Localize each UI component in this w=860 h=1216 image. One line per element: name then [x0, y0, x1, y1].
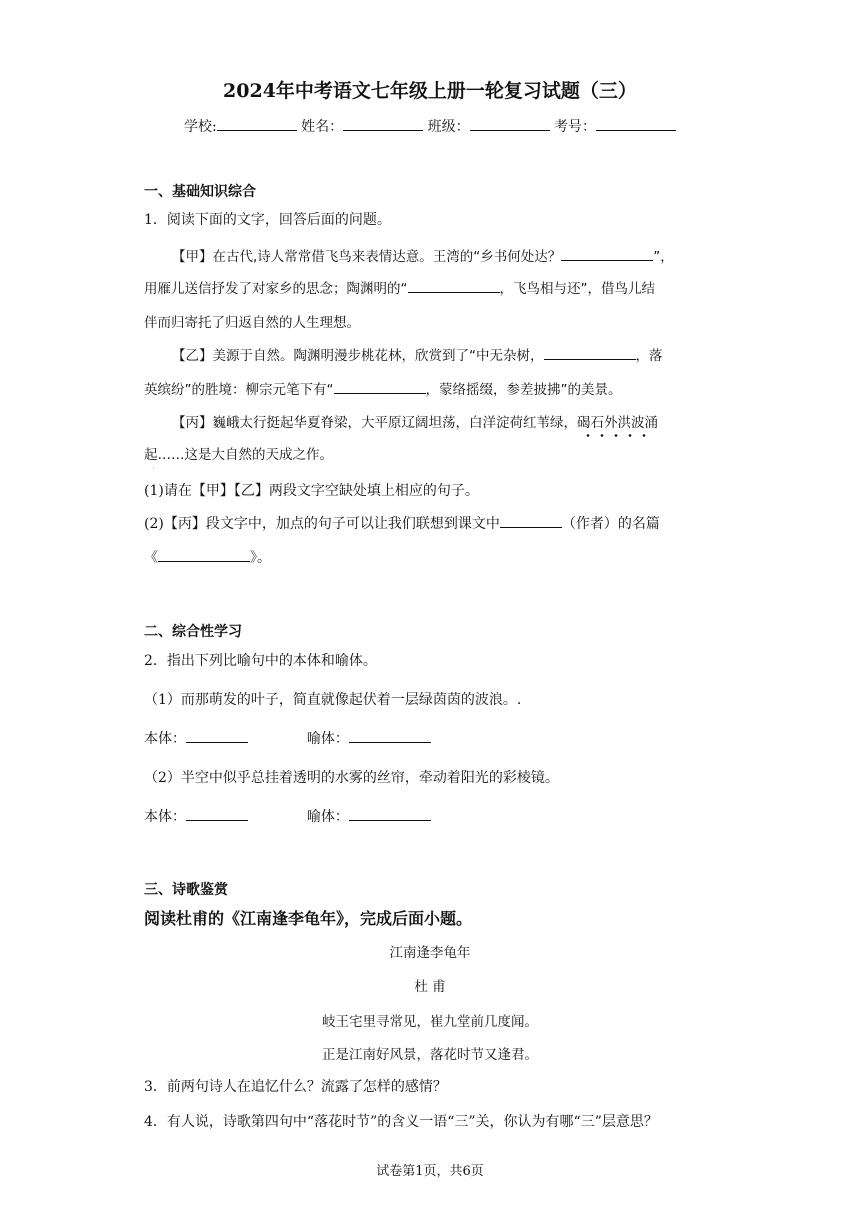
jia-blank2	[408, 278, 500, 293]
school-blank	[217, 116, 297, 131]
q2-answer-row1	[144, 728, 431, 748]
yi-line2-tail: ，蒙络摇缀，参差披拂”的美景。	[425, 382, 622, 398]
bing-line1-text: 【丙】巍峨太行挺起华夏脊梁，大平原辽阔坦荡，白洋淀荷红苇绿，	[172, 415, 577, 431]
poem-reading-lead: 阅读杜甫的《江南逢李龟年》，完成后面小题。	[144, 909, 473, 928]
yi-line2-text: 英缤纷”的胜境：柳宗元笔下有“	[144, 382, 334, 398]
jia-line1-text: 【甲】在古代,诗人常常借飞鸟来表情达意。王湾的“乡书何处达？	[172, 249, 562, 265]
school-label: 学校:	[183, 119, 217, 135]
name-blank	[343, 116, 423, 131]
class-blank	[470, 116, 550, 131]
q1-stem: 1．阅读下面的文字，回答后面的问题。	[144, 212, 391, 228]
q1-sub2	[144, 513, 660, 533]
jia-line2-text: 用雁儿送信抒发了对家乡的思念；陶渊明的“	[144, 281, 408, 297]
q3-text: 3．前两句诗人在追忆什么？流露了怎样的感情？	[144, 1079, 447, 1095]
jia-line2-tail: ，飞鸟相与还”，借鸟儿结	[499, 281, 655, 297]
q1-sub2-tail: （作者）的名篇	[561, 516, 660, 532]
poem-title: 江南逢李龟年	[389, 945, 471, 961]
class-label: 班级：	[427, 119, 470, 135]
q1-sub2-title-line	[144, 547, 271, 567]
jia-line2	[144, 277, 655, 297]
bing-line2	[144, 443, 333, 463]
title-blank	[158, 547, 250, 562]
title-close-bracket: 》。	[250, 550, 271, 566]
yuti-label-1: 喻体：	[306, 731, 349, 747]
poem-line-1: 岐王宅里寻常见，崔九堂前几度闻。	[322, 1014, 538, 1030]
poem-line-2: 正是江南好风景，落花时节又逢君。	[322, 1047, 538, 1063]
yi-blank2	[334, 379, 426, 394]
q2-stem: 2．指出下列比喻句中的本体和喻体。	[144, 653, 377, 669]
q2-sentence1: （1）而那萌发的叶子，简直就像起伏着一层绿茵茵的波浪。.	[144, 692, 522, 708]
bing-dotted-phrase-1: 碣石外洪波涌	[577, 411, 658, 431]
exam-number-label: 考号：	[554, 119, 597, 135]
jia-line1-tail: ”，	[653, 249, 674, 265]
bing-dotted-phrase-2: 起	[144, 443, 158, 463]
title-open-bracket: 《	[144, 550, 158, 566]
poem-author: 杜 甫	[414, 979, 446, 995]
author-blank	[500, 513, 562, 528]
q2-sentence2: （2）半空中似乎总挂着透明的水雾的丝帘，牵动着阳光的彩棱镜。	[144, 770, 559, 786]
jia-line3: 伴而归寄托了归返自然的人生理想。	[144, 315, 360, 331]
section2-heading: 二、综合性学习	[144, 624, 242, 640]
yuti-blank-1	[349, 728, 431, 743]
q1-sub2-text: (2)【丙】段文字中，加点的句子可以让我们联想到课文中	[144, 516, 500, 532]
yi-line1	[172, 344, 663, 364]
section3-heading: 三、诗歌鉴赏	[144, 882, 228, 898]
page-title: 2024年中考语文七年级上册一轮复习试题（三）	[223, 80, 637, 102]
q2-answer-row2	[144, 806, 431, 826]
jia-blank1	[561, 246, 653, 261]
exam-number-blank	[596, 116, 676, 131]
jia-line1	[172, 245, 674, 265]
benti-label-1: 本体：	[144, 731, 186, 747]
section1-heading: 一、基础知识综合	[144, 184, 256, 200]
yi-line1-tail: ，落	[635, 348, 663, 364]
yuti-label-2: 喻体：	[306, 809, 349, 825]
student-info-line	[0, 116, 860, 136]
yi-line2	[144, 378, 622, 398]
yuti-blank-2	[349, 806, 431, 821]
yi-blank1	[544, 345, 636, 360]
benti-blank-2	[186, 806, 248, 821]
bing-line2-text: ……这是大自然的天成之作。	[157, 447, 333, 463]
benti-label-2: 本体：	[144, 809, 186, 825]
yi-line1-text: 【乙】美源于自然。陶渊明漫步桃花林，欣赏到了“中无杂树，	[172, 348, 544, 364]
bing-line1	[172, 411, 658, 431]
name-label: 姓名：	[301, 119, 344, 135]
q1-sub1: (1)请在【甲】【乙】两段文字空缺处填上相应的句子。	[144, 483, 479, 499]
page-footer: 试卷第1页，共6页	[376, 1164, 484, 1179]
benti-blank-1	[186, 728, 248, 743]
q4-text: 4．有人说，诗歌第四句中“落花时节”的含义一语“三”关，你认为有哪“三”层意思？	[144, 1114, 658, 1130]
